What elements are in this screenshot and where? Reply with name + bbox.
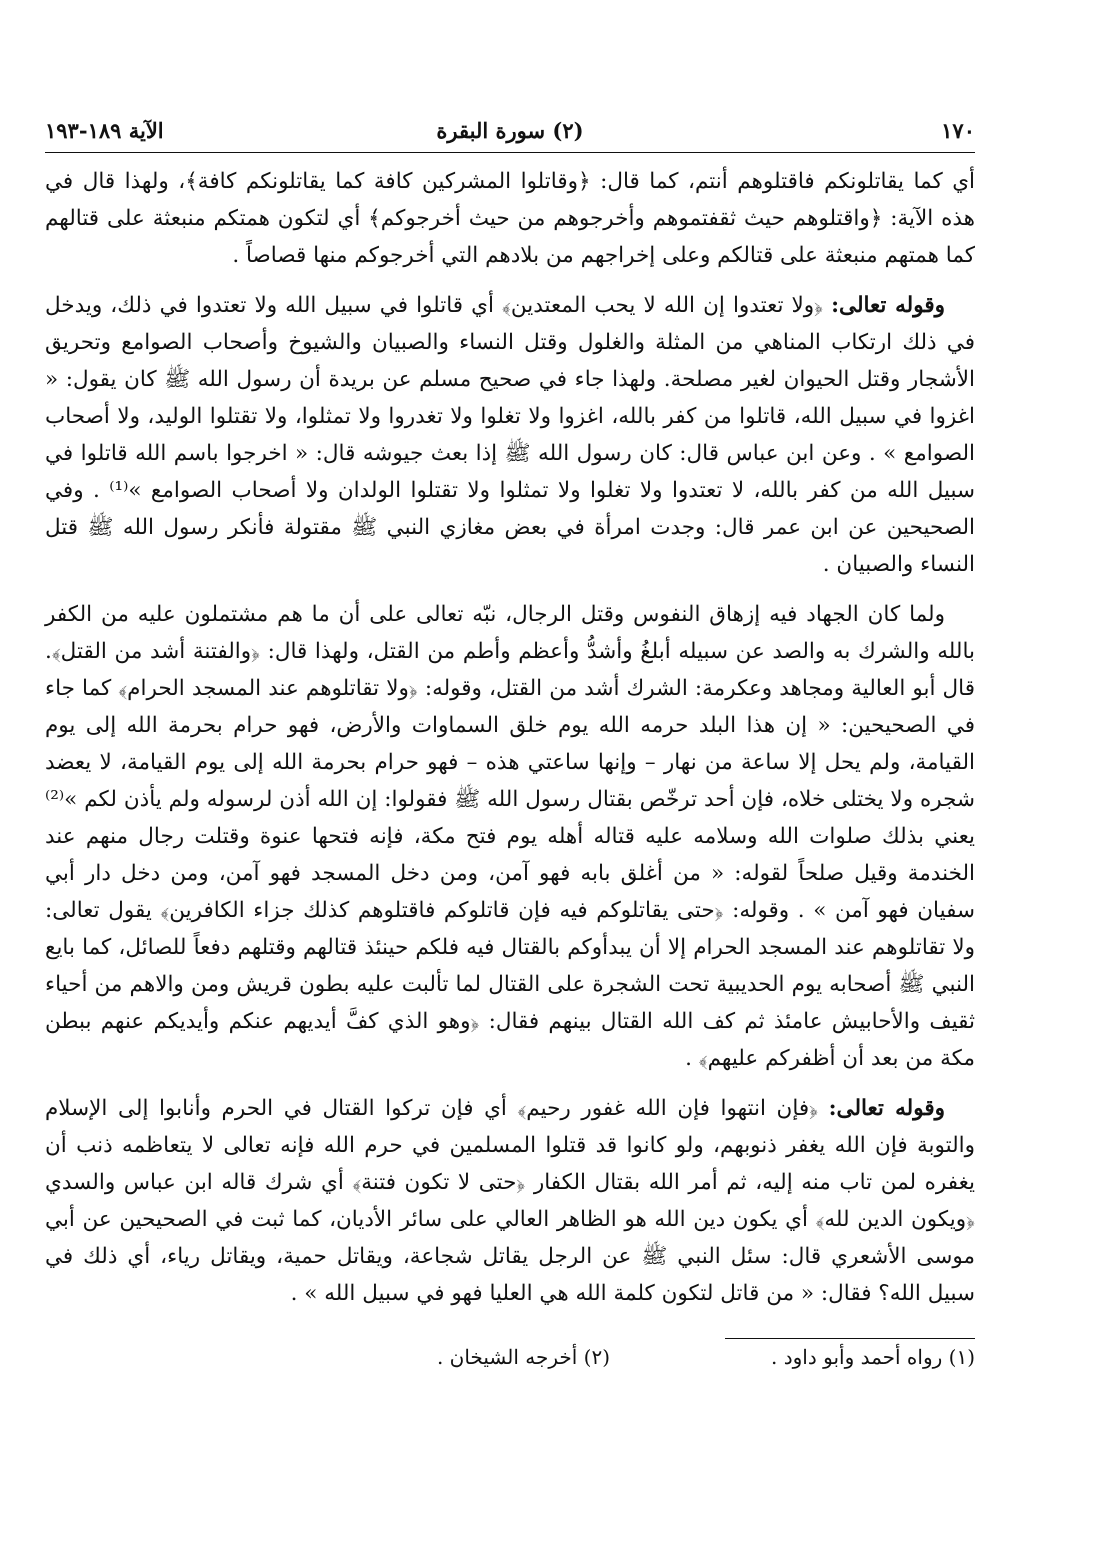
running-header (45, 118, 975, 152)
footnote-separator (725, 1338, 975, 1339)
paragraph-lead: وقوله تعالى: (828, 1096, 945, 1121)
paragraph-text: ﴿ولا تعتدوا إن الله لا يحب المعتدين﴾ أي قاتلوا في سبيل الله ولا تعتدوا في ذلك، ويدخل في ذلك ارتكاب المناهي من المثلة والغلول وقتل النساء والصبيان والشيوخ وأصحاب الصوامع وتحريق الأشجار وقتل الحيوان لغير مصلحة. ولهذا جاء في صحيح مسلم عن بريدة أن رسول الله ﷺ كان يقول: « اغزوا في سبيل الله، قاتلوا من كفر بالله، اغزوا ولا تغلوا ولا تغدروا ولا تمثلوا، ولا تقتلوا الوليد، ولا أصحاب الصوامع » . وعن ابن عباس قال: كان رسول الله ﷺ إذا بعث جيوشه قال: « اخرجوا باسم الله قاتلوا في سبيل الله من كفر بالله، لا تعتدوا ولا تغلوا ولا تمثلوا ولا تقتلوا الولدان ولا أصحاب الصوامع »⁽¹⁾ . وفي الصحيحين عن ابن عمر قال: وجدت امرأة في بعض مغازي النبي ﷺ مقتولة فأنكر رسول الله ﷺ قتل النساء والصبيان . (45, 293, 975, 577)
paragraph-text: ﴿فإن انتهوا فإن الله غفور رحيم﴾ أي فإن تركوا القتال في الحرم وأنابوا إلى الإسلام والتوبة فإن الله يغفر ذنوبهم، ولو كانوا قد قتلوا المسلمين في حرم الله فإنه تعالى لا يتعاظمه ذنب أن يغفره لمن تاب منه إليه، ثم أمر الله بقتال الكفار ﴿حتى لا تكون فتنة﴾ أي شرك قاله ابن عباس والسدي ﴿ويكون الدين لله﴾ أي يكون دين الله هو الظاهر العالي على سائر الأديان، كما ثبت في الصحيحين عن أبي موسى الأشعري قال: سئل النبي ﷺ عن الرجل يقاتل شجاعة، ويقاتل حمية، ويقاتل رياء، أي ذلك في سبيل الله؟ فقال: « من قاتل لتكون كلمة الله هي العليا فهو في سبيل الله » . (45, 1096, 975, 1306)
paragraph-text: ولما كان الجهاد فيه إزهاق النفوس وقتل الرجال، نبّه تعالى على أن ما هم مشتملون عليه من الكفر بالله والشرك به والصد عن سبيله أبلغُ وأشدُّ وأعظم وأطم من القتل، ولهذا قال: ﴿والفتنة أشد من القتل﴾. قال أبو العالية ومجاهد وعكرمة: الشرك أشد من القتل، وقوله: ﴿ولا تقاتلوهم عند المسجد الحرام﴾ كما جاء في الصحيحين: « إن هذا البلد حرمه الله يوم خلق السماوات والأرض، فهو حرام بحرمة الله إلى يوم القيامة، ولم يحل إلا ساعة من نهار – وإنها ساعتي هذه – فهو حرام بحرمة الله إلى يوم القيامة، لا يعضد شجره ولا يختلى خلاه، فإن أحد ترخّص بقتال رسول الله ﷺ فقولوا: إن الله أذن لرسوله ولم يأذن لكم »⁽²⁾ يعني بذلك صلوات الله وسلامه عليه قتاله أهله يوم فتح مكة، فإنه فتحها عنوة وقتلت رجال منهم عند الخندمة وقيل صلحاً لقوله: « من أغلق بابه فهو آمن، ومن دخل المسجد فهو آمن، ومن دخل دار أبي سفيان فهو آمن » . وقوله: ﴿حتى يقاتلوكم فيه فإن قاتلوكم فاقتلوهم كذلك جزاء الكافرين﴾ يقول تعالى: ولا تقاتلوهم عند المسجد الحرام إلا أن يبدأوكم بالقتال فيه فلكم حينئذ قتالهم وقتلهم دفعاً للصائل، كما بايع النبي ﷺ أصحابه يوم الحديبية تحت الشجرة على القتال لما تألبت عليه بطون قريش ومن والاهم من أحياء ثقيف والأحابيش عامئذ ثم كف الله القتال بينهم فقال: ﴿وهو الذي كفَّ أيديهم عنكم وأيديكم عنهم ببطن مكة من بعد أن أظفركم عليهم﴾ . (45, 602, 975, 1071)
paragraph-3 (45, 596, 975, 1077)
footnote-1: (١) رواه أحمد وأبو داود . (771, 1345, 975, 1369)
paragraph-4 (45, 1090, 975, 1312)
book-page (45, 118, 975, 1377)
header-rule (45, 152, 975, 153)
paragraph-lead: وقوله تعالى: (831, 293, 945, 318)
footnote-2: (٢) أخرجه الشيخان . (436, 1345, 610, 1369)
page-number: ١٧٠ (941, 118, 975, 143)
footnotes (45, 1345, 975, 1377)
surah-name: (٢) سورة البقرة (436, 118, 584, 143)
paragraph-1 (45, 163, 975, 274)
ayah-range: الآية ١٨٩-١٩٣ (45, 118, 164, 143)
paragraph-text: أي كما يقاتلونكم فاقتلوهم أنتم، كما قال: ﴿وقاتلوا المشركين كافة كما يقاتلونكم كافة﴾، ولهذا قال في هذه الآية: ﴿واقتلوهم حيث ثقفتموهم وأخرجوهم من حيث أخرجوكم﴾ أي لتكون همتكم منبعثة على قتالهم كما همتهم منبعثة على قتالكم وعلى إخراجهم من بلادهم التي أخرجوكم منها قصاصاً . (45, 169, 975, 268)
paragraph-2 (45, 287, 975, 583)
